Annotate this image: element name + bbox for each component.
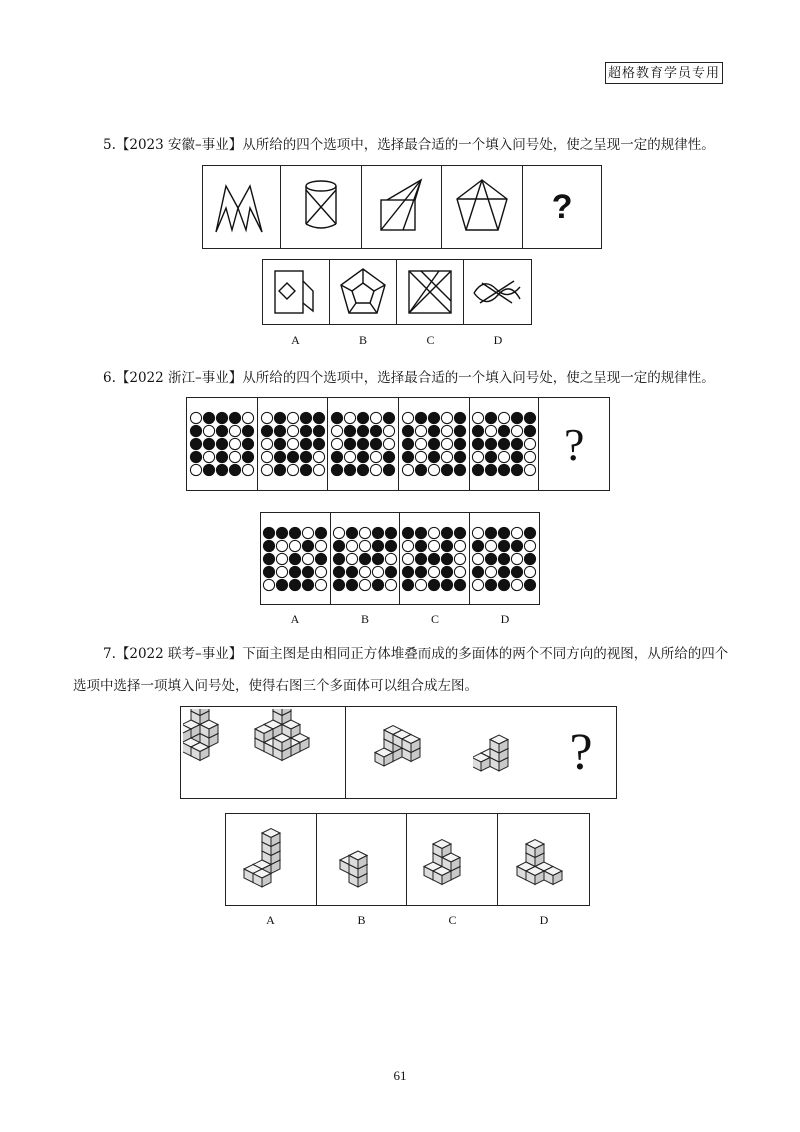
grid-dot [358, 425, 369, 436]
grid-dot [359, 579, 370, 590]
grid-dot [486, 540, 497, 551]
grid-dot [203, 451, 214, 462]
q6-figure-1 [187, 398, 258, 490]
grid-dot [385, 579, 396, 590]
grid-dot [512, 553, 523, 564]
grid-dot [274, 451, 285, 462]
q6-option-c-figure[interactable] [400, 513, 470, 604]
grid-dot [216, 464, 227, 475]
grid-dot [371, 425, 382, 436]
grid-dot [403, 579, 414, 590]
grid-dot [486, 553, 497, 564]
grid-dot [485, 451, 496, 462]
q7-option-d-figure[interactable] [498, 814, 589, 905]
q5-figure-4 [442, 166, 524, 248]
grid-dot [415, 464, 426, 475]
q6-question-mark: ? [563, 418, 585, 470]
grid-dot [274, 438, 285, 449]
q5-option-a-label[interactable]: A [291, 333, 300, 347]
grid-dot [498, 425, 509, 436]
grid-dot [499, 527, 510, 538]
grid-dot [371, 412, 382, 423]
grid-dot [216, 425, 227, 436]
q5-option-d-label[interactable]: D [493, 333, 503, 347]
grid-dot [203, 425, 214, 436]
question-7-text-line1: 7.【2022 联考–事业】下面主图是由相同正方体堆叠而成的多面体的两个不同方向的视图，从所给的四个 [103, 646, 729, 662]
grid-dot [274, 425, 285, 436]
grid-dot [229, 425, 240, 436]
grid-dot [512, 566, 523, 577]
grid-dot [524, 464, 535, 475]
grid-dot [277, 579, 288, 590]
grid-dot [372, 579, 383, 590]
grid-dot [316, 553, 327, 564]
q7-option-a-figure[interactable] [226, 814, 317, 905]
grid-dot [303, 579, 314, 590]
grid-dot [333, 553, 344, 564]
grid-dot [359, 527, 370, 538]
grid-dot [303, 566, 314, 577]
grid-dot [525, 553, 536, 564]
grid-dot [313, 451, 324, 462]
grid-dot [429, 579, 440, 590]
grid-dot [345, 451, 356, 462]
q7-option-d-label[interactable]: D [539, 913, 549, 927]
grid-dot [300, 451, 311, 462]
grid-dot [485, 425, 496, 436]
grid-dot [498, 451, 509, 462]
grid-dot [415, 412, 426, 423]
grid-dot [359, 540, 370, 551]
grid-dot [277, 540, 288, 551]
grid-dot [371, 451, 382, 462]
grid-dot [416, 527, 427, 538]
grid-dot [277, 553, 288, 564]
grid-dot [333, 540, 344, 551]
grid-dot [402, 438, 413, 449]
grid-dot [473, 527, 484, 538]
grid-dot [511, 425, 522, 436]
grid-dot [359, 553, 370, 564]
grid-dot [216, 451, 227, 462]
grid-dot [441, 451, 452, 462]
grid-dot [261, 412, 272, 423]
grid-dot [242, 412, 253, 423]
grid-dot [264, 579, 275, 590]
grid-dot [428, 451, 439, 462]
grid-dot [313, 425, 324, 436]
grid-dot [359, 566, 370, 577]
grid-dot [345, 425, 356, 436]
grid-dot [384, 464, 395, 475]
grid-dot [415, 451, 426, 462]
q6-option-a-label[interactable]: A [290, 612, 300, 626]
grid-dot [416, 540, 427, 551]
grid-dot [428, 438, 439, 449]
grid-dot [313, 412, 324, 423]
grid-dot [384, 451, 395, 462]
grid-dot [303, 553, 314, 564]
grid-dot [525, 579, 536, 590]
grid-dot [402, 451, 413, 462]
q5-figure-2 [281, 166, 363, 248]
grid-dot [403, 553, 414, 564]
grid-dot [511, 412, 522, 423]
grid-dot [190, 412, 201, 423]
grid-dot [264, 540, 275, 551]
grid-dot [511, 451, 522, 462]
grid-dot [384, 425, 395, 436]
grid-dot [524, 425, 535, 436]
q5-option-b-figure[interactable] [330, 260, 398, 324]
grid-dot [264, 553, 275, 564]
grid-dot [274, 412, 285, 423]
grid-dot [372, 540, 383, 551]
grid-dot [190, 438, 201, 449]
grid-dot [485, 412, 496, 423]
grid-dot [499, 540, 510, 551]
grid-dot [287, 464, 298, 475]
grid-dot [472, 451, 483, 462]
grid-dot [416, 566, 427, 577]
grid-dot [385, 527, 396, 538]
grid-dot [428, 464, 439, 475]
grid-dot [229, 464, 240, 475]
grid-dot [316, 579, 327, 590]
grid-dot [242, 464, 253, 475]
q5-option-c-figure[interactable] [397, 260, 464, 324]
grid-dot [300, 464, 311, 475]
grid-dot [442, 579, 453, 590]
q7-option-b-label[interactable]: B [357, 913, 366, 927]
grid-dot [332, 412, 343, 423]
grid-dot [403, 527, 414, 538]
grid-dot [303, 540, 314, 551]
grid-dot [300, 438, 311, 449]
grid-dot [512, 527, 523, 538]
grid-dot [290, 540, 301, 551]
q7-main-row [180, 706, 617, 799]
grid-dot [428, 425, 439, 436]
grid-dot [524, 412, 535, 423]
grid-dot [358, 438, 369, 449]
grid-dot [454, 438, 465, 449]
grid-dot [303, 527, 314, 538]
grid-dot [290, 566, 301, 577]
grid-dot [346, 553, 357, 564]
grid-dot [498, 412, 509, 423]
grid-dot [416, 579, 427, 590]
q7-option-c-label[interactable]: C [448, 913, 457, 927]
grid-dot [261, 451, 272, 462]
grid-dot [332, 451, 343, 462]
grid-dot [455, 527, 466, 538]
grid-dot [402, 412, 413, 423]
grid-dot [372, 553, 383, 564]
grid-dot [472, 464, 483, 475]
grid-dot [454, 425, 465, 436]
grid-dot [455, 579, 466, 590]
grid-dot [242, 438, 253, 449]
grid-dot [190, 464, 201, 475]
q6-option-b-figure[interactable] [331, 513, 401, 604]
grid-dot [441, 464, 452, 475]
grid-dot [372, 527, 383, 538]
grid-dot [346, 566, 357, 577]
grid-dot [441, 425, 452, 436]
grid-dot [385, 540, 396, 551]
q6-options-row [260, 512, 540, 605]
grid-dot [525, 540, 536, 551]
q6-figure-5 [470, 398, 540, 490]
grid-dot [441, 412, 452, 423]
grid-dot [287, 438, 298, 449]
grid-dot [277, 527, 288, 538]
q7-right-figures [346, 707, 616, 798]
grid-dot [313, 464, 324, 475]
grid-dot [486, 566, 497, 577]
grid-dot [454, 412, 465, 423]
grid-dot [346, 540, 357, 551]
grid-dot [358, 464, 369, 475]
grid-dot [216, 412, 227, 423]
grid-dot [384, 438, 395, 449]
grid-dot [190, 425, 201, 436]
grid-dot [372, 566, 383, 577]
watermark-label: 超格教育学员专用 [605, 62, 723, 84]
grid-dot [511, 438, 522, 449]
grid-dot [300, 425, 311, 436]
grid-dot [287, 425, 298, 436]
grid-dot [442, 553, 453, 564]
grid-dot [498, 438, 509, 449]
grid-dot [455, 566, 466, 577]
grid-dot [485, 438, 496, 449]
grid-dot [345, 438, 356, 449]
grid-dot [442, 540, 453, 551]
q6-option-d-label[interactable]: D [500, 612, 510, 626]
grid-dot [415, 425, 426, 436]
grid-dot [332, 464, 343, 475]
grid-dot [358, 451, 369, 462]
grid-dot [346, 527, 357, 538]
q7-question-mark: ? [569, 724, 593, 781]
grid-dot [203, 438, 214, 449]
grid-dot [512, 579, 523, 590]
grid-dot [486, 527, 497, 538]
q5-option-d-figure[interactable] [464, 260, 531, 324]
q5-option-b-label[interactable]: B [358, 333, 367, 347]
grid-dot [261, 438, 272, 449]
grid-dot [402, 464, 413, 475]
grid-dot [229, 451, 240, 462]
grid-dot [525, 566, 536, 577]
grid-dot [358, 412, 369, 423]
grid-dot [229, 438, 240, 449]
grid-dot [346, 579, 357, 590]
q6-figure-4 [399, 398, 470, 490]
grid-dot [403, 540, 414, 551]
grid-dot [442, 527, 453, 538]
grid-dot [499, 566, 510, 577]
grid-dot [261, 425, 272, 436]
grid-dot [203, 412, 214, 423]
grid-dot [429, 527, 440, 538]
grid-dot [216, 438, 227, 449]
question-5-text: 5.【2023 安徽–事业】从所给的四个选项中，选择最合适的一个填入问号处，使之呈现一定的规律性。 [103, 137, 715, 153]
grid-dot [472, 438, 483, 449]
grid-dot [402, 425, 413, 436]
grid-dot [415, 438, 426, 449]
grid-dot [316, 540, 327, 551]
q7-option-b-figure[interactable] [317, 814, 408, 905]
grid-dot [287, 451, 298, 462]
grid-dot [333, 579, 344, 590]
grid-dot [332, 425, 343, 436]
grid-dot [525, 527, 536, 538]
grid-dot [455, 540, 466, 551]
grid-dot [485, 464, 496, 475]
q6-option-c-label[interactable]: C [430, 612, 439, 626]
question-7-text-line2: 选项中选择一项填入问号处，使得右图三个多面体可以组合成左图。 [73, 678, 478, 694]
grid-dot [332, 438, 343, 449]
grid-dot [442, 566, 453, 577]
grid-dot [345, 412, 356, 423]
grid-dot [316, 527, 327, 538]
q7-option-a-label[interactable]: A [266, 913, 275, 927]
q5-question-mark: ? [551, 187, 573, 226]
q5-figure-3 [362, 166, 442, 248]
grid-dot [454, 451, 465, 462]
grid-dot [472, 425, 483, 436]
grid-dot [203, 464, 214, 475]
grid-dot [385, 566, 396, 577]
grid-dot [333, 527, 344, 538]
grid-dot [499, 579, 510, 590]
grid-dot [385, 553, 396, 564]
grid-dot [290, 527, 301, 538]
grid-dot [473, 566, 484, 577]
grid-dot [403, 566, 414, 577]
grid-dot [371, 438, 382, 449]
grid-dot [274, 464, 285, 475]
grid-dot [229, 412, 240, 423]
q5-option-c-label[interactable]: C [426, 333, 435, 347]
grid-dot [242, 425, 253, 436]
q7-option-c-figure[interactable] [407, 814, 498, 905]
grid-dot [261, 464, 272, 475]
grid-dot [300, 412, 311, 423]
grid-dot [371, 464, 382, 475]
q5-options-row [262, 259, 532, 325]
q6-option-b-label[interactable]: B [360, 612, 369, 626]
grid-dot [242, 451, 253, 462]
q6-option-a-figure[interactable] [261, 513, 331, 604]
grid-dot [429, 540, 440, 551]
grid-dot [498, 464, 509, 475]
grid-dot [290, 579, 301, 590]
grid-dot [524, 438, 535, 449]
grid-dot [277, 566, 288, 577]
grid-dot [524, 451, 535, 462]
grid-dot [486, 579, 497, 590]
q5-option-a-figure[interactable] [263, 260, 330, 324]
q7-options-row [225, 813, 590, 906]
grid-dot [454, 464, 465, 475]
grid-dot [473, 553, 484, 564]
grid-dot [313, 438, 324, 449]
grid-dot [428, 412, 439, 423]
q6-option-d-figure[interactable] [470, 513, 540, 604]
grid-dot [264, 566, 275, 577]
question-6-text: 6.【2022 浙江–事业】从所给的四个选项中，选择最合适的一个填入问号处，使之呈现一定的规律性。 [103, 370, 715, 386]
grid-dot [511, 464, 522, 475]
q5-main-row [202, 165, 602, 249]
grid-dot [333, 566, 344, 577]
grid-dot [473, 540, 484, 551]
grid-dot [416, 553, 427, 564]
grid-dot [287, 412, 298, 423]
grid-dot [499, 553, 510, 564]
grid-dot [429, 553, 440, 564]
grid-dot [455, 553, 466, 564]
grid-dot [316, 566, 327, 577]
q7-main-figure [181, 707, 346, 798]
grid-dot [190, 451, 201, 462]
grid-dot [384, 412, 395, 423]
grid-dot [512, 540, 523, 551]
grid-dot [290, 553, 301, 564]
q6-main-row [186, 397, 610, 491]
grid-dot [441, 438, 452, 449]
q6-figure-3 [328, 398, 399, 490]
grid-dot [429, 566, 440, 577]
grid-dot [472, 412, 483, 423]
grid-dot [473, 579, 484, 590]
page-number: 61 [393, 1068, 407, 1083]
q5-figure-1 [203, 166, 281, 248]
grid-dot [345, 464, 356, 475]
q6-figure-2 [258, 398, 329, 490]
grid-dot [264, 527, 275, 538]
